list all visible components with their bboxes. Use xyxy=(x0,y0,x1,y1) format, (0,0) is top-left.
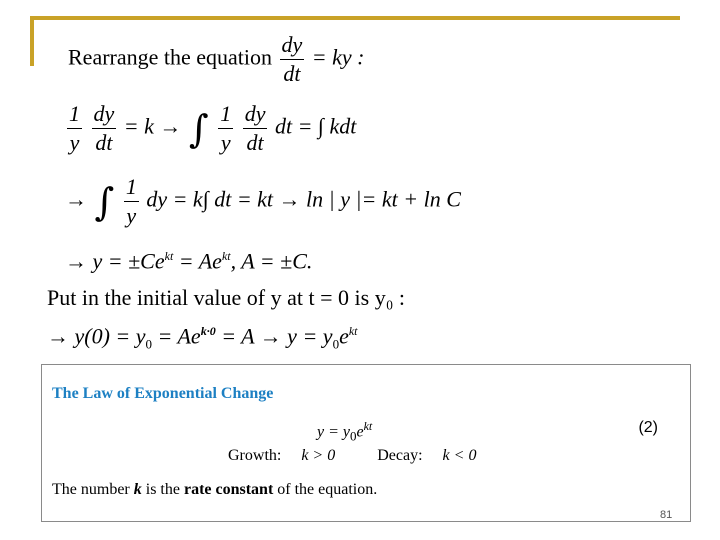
integral-sign: ∫ xyxy=(188,106,209,151)
slide-frame-top xyxy=(30,16,680,20)
e-symbol: e xyxy=(339,323,349,349)
ode-fraction xyxy=(280,34,305,85)
rearrange-line xyxy=(68,34,364,85)
equation-number: (2) xyxy=(638,419,658,436)
equals-k: = k → xyxy=(123,113,182,139)
frac-num: 1 xyxy=(218,103,233,129)
step3-post: , A = ±C. xyxy=(230,248,313,274)
law-formula xyxy=(317,419,372,445)
subscript: 0 xyxy=(145,336,153,352)
initial-condition-step xyxy=(47,325,358,351)
subscript: 0 xyxy=(350,428,357,444)
frac-den: y xyxy=(220,130,231,155)
exponent: k·0 xyxy=(200,324,216,338)
formula-pre: y = y xyxy=(317,423,350,441)
step1-end: dt = ∫ kdt xyxy=(274,113,357,139)
decay-label: Decay: xyxy=(377,447,423,464)
growth-label: Growth: xyxy=(228,447,282,464)
slide-frame-left xyxy=(30,16,34,66)
sentence-pre: The number xyxy=(52,481,130,498)
ode-den: dt xyxy=(283,61,301,86)
frac-1-over-y-int xyxy=(218,103,233,154)
step3-mid: = Ae xyxy=(173,248,222,274)
rearrange-text: Rearrange the equation xyxy=(68,44,273,70)
subscript: 0 xyxy=(332,336,340,352)
rate-constant-sentence xyxy=(52,481,377,499)
sentence-post: of the equation. xyxy=(277,481,378,498)
integration-step xyxy=(65,176,461,227)
step3-pre: → y = ±Ce xyxy=(65,248,165,274)
frac-num: 1 xyxy=(67,103,82,129)
separation-step xyxy=(65,103,356,154)
frac-1-over-y-2 xyxy=(124,176,139,227)
sentence-bold: rate constant xyxy=(183,481,274,498)
frac-den: y xyxy=(126,203,137,228)
ode-num: dy xyxy=(280,34,305,60)
step2-rest: dy = k∫ dt = kt → ln | y |= kt + ln C xyxy=(146,186,461,212)
frac-num: dy xyxy=(243,103,268,129)
arrow: → xyxy=(65,186,87,212)
step4-mid: = Ae xyxy=(152,323,201,349)
growth-decay-line xyxy=(228,447,476,465)
step4-pre: → y(0) = y xyxy=(47,323,146,349)
e-symbol: e xyxy=(356,423,364,441)
integral-sign: ∫ xyxy=(94,179,115,224)
frac-num: 1 xyxy=(124,176,139,202)
frac-den: dt xyxy=(95,130,113,155)
sentence-mid: is the xyxy=(145,481,180,498)
initial-value-text: Put in the initial value of y at t = 0 is y₀ : xyxy=(47,285,405,310)
frac-1-over-y xyxy=(67,103,82,154)
exponential-law-box xyxy=(41,364,691,522)
exponent: kt xyxy=(348,324,358,338)
frac-den: y xyxy=(69,130,80,155)
frac-den: dt xyxy=(246,130,264,155)
box-title: The Law of Exponential Change xyxy=(52,385,274,402)
sentence-k: k xyxy=(133,481,142,498)
decay-condition: k < 0 xyxy=(442,447,477,464)
growth-condition: k > 0 xyxy=(301,447,336,464)
initial-value-line xyxy=(47,287,405,309)
step4-post: = A → y = y xyxy=(215,323,333,349)
page-number: 81 xyxy=(660,509,673,521)
solution-step xyxy=(65,250,312,272)
exponent: kt xyxy=(164,249,174,263)
frac-dy-dt-int xyxy=(243,103,268,154)
frac-num: dy xyxy=(92,103,117,129)
ode-rhs: = ky : xyxy=(311,44,365,70)
exponent: kt xyxy=(221,249,231,263)
frac-dy-dt xyxy=(92,103,117,154)
exponent: kt xyxy=(363,419,373,433)
